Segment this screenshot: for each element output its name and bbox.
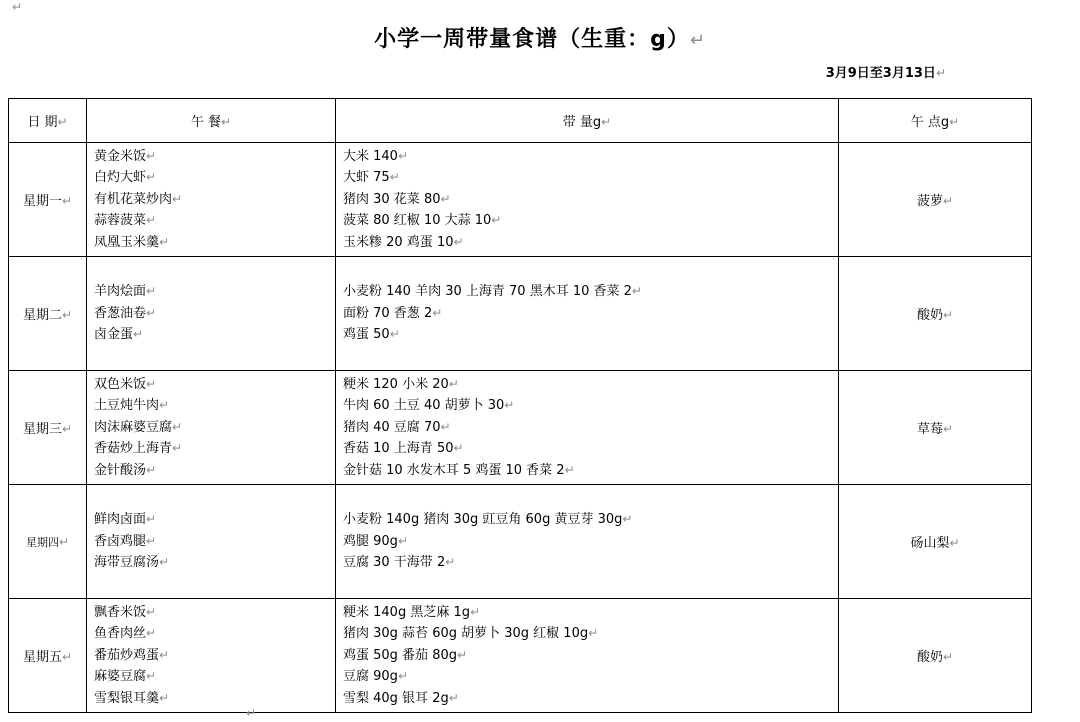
dish-name: 土豆炖牛肉 — [94, 398, 160, 414]
paragraph-mark: ↵ — [146, 512, 157, 527]
header-day: 日 期↵ — [9, 99, 87, 143]
quantity-text: 大虾 75 — [343, 170, 390, 186]
paragraph-mark: ↵ — [448, 376, 459, 391]
day-cell — [9, 257, 87, 371]
quantity-text: 粳米 120 小米 20 — [343, 376, 449, 392]
dish-name: 黄金米饭 — [94, 148, 147, 164]
quantity-text: 菠菜 80 红椒 10 大蒜 10 — [343, 213, 492, 229]
paragraph-mark: ↵ — [159, 555, 170, 570]
dish-name: 白灼大虾 — [94, 170, 147, 186]
snack-cell — [839, 485, 1032, 599]
dish-name: 飘香米饭 — [94, 604, 147, 620]
quantity-item — [343, 146, 838, 168]
quantity-text: 小麦粉 140 羊肉 30 上海青 70 黑木耳 10 香菜 2 — [343, 284, 632, 300]
document-title — [0, 22, 1080, 53]
date-range-text: 3月9日至3月13日 — [825, 66, 936, 81]
quantity-cell — [336, 599, 839, 713]
dish-item — [94, 438, 335, 460]
table-row — [9, 143, 1032, 257]
dish-item — [94, 167, 335, 189]
dish-item — [94, 666, 335, 688]
quantity-item — [343, 688, 838, 710]
quantity-text: 雪梨 40g 银耳 2g — [343, 690, 449, 706]
paragraph-mark: ↵ — [61, 650, 73, 664]
paragraph-mark: ↵ — [440, 191, 451, 206]
dish-name: 香葱油卷 — [94, 305, 147, 321]
quantity-item — [343, 602, 838, 624]
paragraph-mark: ↵ — [942, 650, 954, 664]
quantity-item — [343, 417, 838, 439]
paragraph-mark: ↵ — [942, 422, 954, 436]
dish-item — [94, 324, 335, 346]
paragraph-mark: ↵ — [453, 441, 464, 456]
paragraph-mark: ↵ — [133, 327, 144, 342]
paragraph-mark: ↵ — [397, 669, 408, 684]
lunch-cell — [87, 143, 336, 257]
day-cell — [9, 143, 87, 257]
paragraph-mark: ↵ — [61, 422, 73, 436]
quantity-cell — [336, 257, 839, 371]
quantity-item — [343, 189, 838, 211]
paragraph-mark: ↵ — [448, 690, 459, 705]
quantity-item — [343, 281, 838, 303]
paragraph-mark: ↵ — [564, 462, 575, 477]
dish-item — [94, 374, 335, 396]
snack-cell — [839, 143, 1032, 257]
paragraph-mark: ↵ — [159, 234, 170, 249]
paragraph-mark: ↵ — [146, 462, 157, 477]
dish-name: 羊肉烩面 — [94, 284, 147, 300]
dish-item — [94, 146, 335, 168]
dish-name: 番茄炒鸡蛋 — [94, 647, 160, 663]
title-text: 小学一周带量食谱（生重：g） — [374, 27, 690, 52]
quantity-item — [343, 374, 838, 396]
dish-name: 凤凰玉米羹 — [94, 234, 160, 250]
quantity-item — [343, 666, 838, 688]
day-label: 星期二 — [22, 308, 62, 323]
paragraph-mark: ↵ — [389, 327, 400, 342]
quantity-item — [343, 531, 838, 553]
paragraph-mark: ↵ — [146, 533, 157, 548]
dish-name: 卤金蛋 — [94, 327, 134, 343]
snack-name: 酸奶 — [916, 308, 943, 323]
paragraph-mark: ↵ — [389, 170, 400, 185]
paragraph-mark: ↵ — [470, 604, 481, 619]
paragraph-mark: ↵ — [491, 213, 502, 228]
quantity-item — [343, 645, 838, 667]
quantity-item — [343, 460, 838, 482]
dish-item — [94, 688, 335, 710]
dish-item — [94, 210, 335, 232]
lunch-cell — [87, 485, 336, 599]
paragraph-mark: ↵ — [159, 690, 170, 705]
quantity-text: 猪肉 40 豆腐 70 — [343, 419, 441, 435]
quantity-item — [343, 210, 838, 232]
table-row — [9, 257, 1032, 371]
paragraph-mark: ↵ — [622, 512, 633, 527]
paragraph-mark: ↵ — [432, 305, 443, 320]
paragraph-mark: ↵ — [504, 398, 515, 413]
dish-item — [94, 552, 335, 574]
paragraph-mark: ↵ — [942, 308, 954, 322]
dish-item — [94, 602, 335, 624]
quantity-text: 豆腐 30 干海带 2 — [343, 555, 446, 571]
day-label: 星期五 — [22, 650, 62, 665]
quantity-text: 金针菇 10 水发木耳 5 鸡蛋 10 香菜 2 — [343, 462, 565, 478]
dish-item — [94, 623, 335, 645]
dish-item — [94, 460, 335, 482]
paragraph-mark: ↵ — [146, 626, 157, 641]
day-cell — [9, 485, 87, 599]
paragraph-mark: ↵ — [588, 626, 599, 641]
paragraph-mark: ↵ — [146, 376, 157, 391]
quantity-item — [343, 509, 838, 531]
quantity-text: 玉米糁 20 鸡蛋 10 — [343, 234, 454, 250]
paragraph-mark: ↵ — [935, 66, 946, 80]
table-row — [9, 485, 1032, 599]
paragraph-mark: ↵ — [146, 305, 157, 320]
lunch-cell — [87, 599, 336, 713]
dish-name: 海带豆腐汤 — [94, 555, 160, 571]
dish-item — [94, 189, 335, 211]
quantity-cell — [336, 485, 839, 599]
quantity-text: 香菇 10 上海青 50 — [343, 441, 454, 457]
dish-item — [94, 232, 335, 254]
paragraph-mark: ↵ — [246, 706, 257, 720]
paragraph-mark: ↵ — [146, 148, 157, 163]
quantity-item — [343, 303, 838, 325]
header-quantity: 带 量g↵ — [336, 99, 839, 143]
paragraph-mark: ↵ — [61, 194, 73, 208]
quantity-item — [343, 167, 838, 189]
quantity-text: 鸡蛋 50g 番茄 80g — [343, 647, 457, 663]
dish-item — [94, 303, 335, 325]
dish-name: 香菇炒上海青 — [94, 441, 173, 457]
dish-name: 雪梨银耳羹 — [94, 690, 160, 706]
paragraph-mark: ↵ — [172, 419, 183, 434]
paragraph-mark: ↵ — [631, 284, 642, 299]
quantity-text: 牛肉 60 土豆 40 胡萝卜 30 — [343, 398, 505, 414]
paragraph-mark: ↵ — [146, 213, 157, 228]
paragraph-mark: ↵ — [397, 148, 409, 163]
quantity-text: 面粉 70 香葱 2 — [343, 305, 433, 321]
dish-item — [94, 395, 335, 417]
snack-cell — [839, 599, 1032, 713]
quantity-item — [343, 395, 838, 417]
dish-name: 金针酸汤 — [94, 462, 147, 478]
day-cell — [9, 371, 87, 485]
dish-name: 蒜蓉菠菜 — [94, 213, 147, 229]
quantity-item — [343, 552, 838, 574]
dish-item — [94, 645, 335, 667]
lunch-cell — [87, 371, 336, 485]
dish-name: 香卤鸡腿 — [94, 533, 147, 549]
paragraph-mark: ↵ — [159, 647, 170, 662]
paragraph-mark: ↵ — [942, 194, 954, 208]
paragraph-mark: ↵ — [146, 170, 157, 185]
paragraph-mark: ↵ — [61, 308, 73, 322]
lunch-cell — [87, 257, 336, 371]
paragraph-mark: ↵ — [159, 398, 170, 413]
snack-name: 菠萝 — [916, 194, 943, 209]
dish-name: 双色米饭 — [94, 376, 147, 392]
header-lunch: 午 餐↵ — [87, 99, 336, 143]
snack-name: 酸奶 — [916, 650, 943, 665]
paragraph-mark: ↵ — [949, 536, 960, 550]
quantity-text: 粳米 140g 黑芝麻 1g — [343, 604, 470, 620]
snack-cell — [839, 371, 1032, 485]
quantity-text: 小麦粉 140g 猪肉 30g 豇豆角 60g 黄豆芽 30g — [343, 512, 623, 528]
quantity-cell — [336, 371, 839, 485]
dish-name: 肉沫麻婆豆腐 — [94, 419, 173, 435]
paragraph-mark: ↵ — [445, 555, 456, 570]
quantity-text: 猪肉 30g 蒜苔 60g 胡萝卜 30g 红椒 10g — [343, 626, 589, 642]
date-range — [826, 62, 946, 81]
dish-item — [94, 509, 335, 531]
dish-item — [94, 531, 335, 553]
paragraph-mark: ↵ — [172, 441, 183, 456]
table-row — [9, 599, 1032, 713]
quantity-text: 大米 140 — [343, 148, 398, 164]
paragraph-mark: ↵ — [58, 534, 70, 549]
table-row — [9, 371, 1032, 485]
day-label: 星期四 — [25, 535, 59, 549]
dish-name: 鲜肉卤面 — [94, 512, 147, 528]
paragraph-mark: ↵ — [440, 419, 451, 434]
dish-name: 有机花菜炒肉 — [94, 191, 173, 207]
quantity-text: 猪肉 30 花菜 80 — [343, 191, 441, 207]
quantity-text: 豆腐 90g — [343, 669, 398, 685]
day-cell — [9, 599, 87, 713]
dish-item — [94, 417, 335, 439]
snack-name: 砀山梨 — [910, 536, 950, 551]
snack-cell — [839, 257, 1032, 371]
quantity-item — [343, 324, 838, 346]
quantity-text: 鸡蛋 50 — [343, 327, 390, 343]
header-snack: 午 点g↵ — [839, 99, 1032, 143]
snack-name: 草莓 — [916, 422, 943, 437]
paragraph-mark: ↵ — [146, 669, 157, 684]
paragraph-mark: ↵ — [397, 533, 408, 548]
paragraph-mark: ↵ — [689, 30, 706, 51]
day-label: 星期三 — [22, 422, 62, 437]
dish-name: 麻婆豆腐 — [94, 669, 147, 685]
day-label: 星期一 — [22, 194, 62, 209]
menu-table — [8, 98, 1032, 713]
header-row — [9, 99, 1032, 143]
dish-item — [94, 281, 335, 303]
quantity-text: 鸡腿 90g — [343, 533, 398, 549]
quantity-item — [343, 438, 838, 460]
quantity-cell — [336, 143, 839, 257]
dish-name: 鱼香肉丝 — [94, 626, 147, 642]
paragraph-mark: ↵ — [453, 234, 464, 249]
paragraph-mark: ↵ — [146, 284, 157, 299]
quantity-item — [343, 623, 838, 645]
paragraph-mark: ↵ — [146, 604, 157, 619]
paragraph-mark: ↵ — [12, 0, 23, 14]
quantity-item — [343, 232, 838, 254]
paragraph-mark: ↵ — [172, 191, 183, 206]
paragraph-mark: ↵ — [457, 647, 468, 662]
